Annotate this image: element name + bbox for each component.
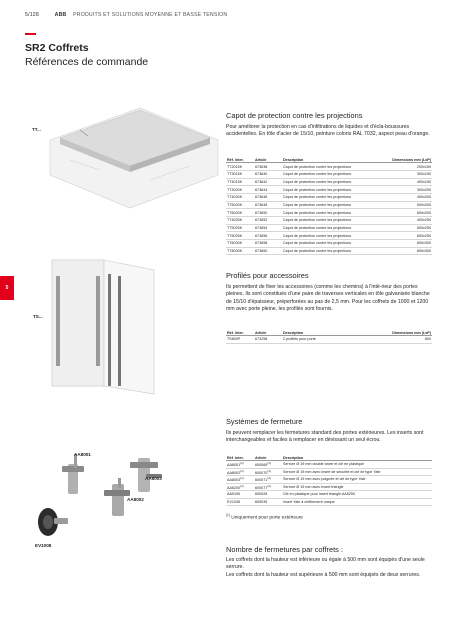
lock-count-line-2: Les coffrets dont la hauteur est supérieure à 500 mm sont équipés de deux serrures.: [226, 571, 421, 578]
table-cell: AA8002$^{(1)}$: [226, 468, 254, 476]
table-cell: 500x250: [382, 224, 432, 232]
table-row: [226, 163, 432, 171]
footnote-ref: (1): [240, 461, 244, 466]
column-header: Description: [282, 327, 382, 335]
table-cell: AA8001$^{(1)}$: [226, 461, 254, 469]
table-row: [226, 178, 432, 186]
table-cell: Capot de protection contre les projections: [282, 186, 382, 194]
column-header: Article: [254, 453, 282, 461]
table-cell: 300x150: [382, 170, 432, 178]
table-cell: TT4025K: [226, 217, 254, 225]
table-cell: TT2015K: [226, 163, 254, 171]
table-cell: TT5025K: [226, 224, 254, 232]
table-cell: 600x300: [382, 240, 432, 248]
table-cell: 600x200: [382, 209, 432, 217]
footnote-mark: (1): [226, 513, 230, 517]
table-capot: [226, 155, 432, 255]
table-cell: 600069$^{(1)}$: [254, 461, 282, 469]
table-cell: 600026: [254, 491, 282, 499]
table-cell: Capot de protection contre les projections: [282, 240, 382, 248]
lock-aa8001-image: [62, 454, 84, 494]
column-header: Description: [282, 155, 382, 163]
table-cell: 673652: [254, 217, 282, 225]
table-row: [226, 240, 432, 248]
header-title: PRODUITS ET SOLUTIONS MOYENNE ET BASSE TENSION: [73, 12, 228, 18]
section-title-locks: Systèmes de fermeture: [226, 417, 303, 426]
table-cell: 609039: [254, 498, 282, 506]
column-header: Réf. Inter.: [226, 155, 254, 163]
figure-label-ev1008: EV1008: [35, 543, 52, 548]
lock-aa8003-image: [130, 458, 162, 492]
table-cell: 673658: [254, 240, 282, 248]
table-row: [226, 232, 432, 240]
table-profiles: [226, 327, 432, 344]
table-cell: Capot de protection contre les projections: [282, 247, 382, 255]
table-cell: TT8030K: [226, 247, 254, 255]
table-cell: 600x250: [382, 232, 432, 240]
footnote-text: Uniquement pour porte extérieure: [231, 515, 303, 521]
table-row: [226, 335, 432, 343]
table-cell: 400x200: [382, 193, 432, 201]
section-title-profiles: Profilés pour accessoires: [226, 271, 309, 280]
table-header-row: [226, 155, 432, 163]
table-cell: TT3015K: [226, 170, 254, 178]
table-cell: 673642: [254, 178, 282, 186]
table-row: [226, 170, 432, 178]
section-title-capot: Capot de protection contre les projections: [226, 111, 363, 120]
accessory-profiles-figure: [48, 256, 158, 396]
page-number: 5/128: [25, 12, 39, 18]
footnote: [226, 513, 303, 521]
column-header: Article: [254, 327, 282, 335]
table-cell: 673654: [254, 224, 282, 232]
column-header: Réf. Inter.: [226, 453, 254, 461]
table-cell: Capot de protection contre les projections: [282, 163, 382, 171]
table-cell: AA8200$^{(1)}$: [226, 483, 254, 491]
table-cell: Serrure Ø 19 mm avec insert triangle: [282, 483, 432, 491]
table-cell: Capot de protection contre les projections: [282, 201, 382, 209]
table-cell: 673660: [254, 247, 282, 255]
column-header: Description: [282, 453, 432, 461]
table-cell: 600071$^{(1)}$: [254, 476, 282, 484]
figure-label-ts: TS...: [33, 314, 43, 319]
footnote-ref: (1): [267, 476, 271, 481]
footnote-ref: (1): [267, 461, 271, 466]
table-cell: 673650: [254, 209, 282, 217]
footnote-ref: (1): [240, 476, 244, 481]
section-body-lock-count: [226, 557, 432, 579]
table-cell: Capot de protection contre les projections: [282, 170, 382, 178]
column-header: Article: [254, 155, 282, 163]
table-cell: 400x150: [382, 178, 432, 186]
table-row: [226, 247, 432, 255]
table-cell: Serrure Ø 19 mm double barre et clé en plastique: [282, 461, 432, 469]
page-header: [25, 12, 227, 18]
table-row: [226, 483, 432, 491]
table-cell: TT6025K: [226, 232, 254, 240]
page-subtitle: Références de commande: [25, 56, 149, 68]
table-cell: AA5190: [226, 491, 254, 499]
table-cell: AA8003$^{(1)}$: [226, 476, 254, 484]
table-header-row: [226, 327, 432, 335]
table-cell: Serrure Ø 19 mm avec poignée et clé de type Yale: [282, 476, 432, 484]
protection-cover-figure: [40, 100, 220, 210]
footnote-ref: (1): [240, 468, 244, 473]
table-row: [226, 476, 432, 484]
table-cell: Clé en plastique pour insert triangle AA5200: [282, 491, 432, 499]
table-cell: TT6020K: [226, 209, 254, 217]
column-header: Dimensions mm (LxP): [382, 327, 432, 335]
table-locks: [226, 453, 432, 506]
section-body-locks: Ils peuvent remplacer les fermetures standard des portes extérieures. Les inserts sont interchangeables et faciles à remplacer en dévissant un seul écrou.: [226, 430, 424, 444]
section-body-profiles: Ils permettent de fixer les accessoires (comme les chemins) à l'inté-rieur des portes pleines. Ils sont constitués d'une paire de traverses verticales en tôle galvanisée blanche de 15/10 d'épaisseur, préperforées au pas de 2,5 mm. Pour les coffrets de 1000 et 1200 mm avec porte pleine, les profilés sont fournis.: [226, 284, 430, 313]
chapter-tab: 5: [0, 276, 14, 300]
section-title-lock-count: Nombre de fermetures par coffrets :: [226, 545, 343, 554]
table-cell: 673646: [254, 193, 282, 201]
table-cell: Capot de protection contre les projections: [282, 178, 382, 186]
table-cell: 800x300: [382, 247, 432, 255]
table-cell: Capot de protection contre les projections: [282, 232, 382, 240]
table-row: [226, 201, 432, 209]
table-cell: TT6030K: [226, 240, 254, 248]
table-header-row: [226, 453, 432, 461]
table-cell: 600077$^{(1)}$: [254, 483, 282, 491]
table-cell: TT4015K: [226, 178, 254, 186]
figure-label-aa8003: AA8003: [145, 476, 162, 481]
table-cell: TT3020K: [226, 186, 254, 194]
table-row: [226, 186, 432, 194]
table-row: [226, 209, 432, 217]
table-cell: 400x250: [382, 217, 432, 225]
column-header: Dimensions mm (LxP): [382, 155, 432, 163]
figure-label-aa8002: AA8002: [127, 497, 144, 502]
lock-count-line-1: Les coffrets dont la hauteur est inférieure ou égale à 500 mm sont équipés d'une seule serrure.: [226, 557, 425, 571]
section-body-capot: Pour améliorer la protection en cas d'infiltrations de liquides et d'écla-boussures accidentelles. En tôle d'acier de 15/10, peinture coloris RAL 7032, aspect peau d'orange.: [226, 124, 430, 138]
table-cell: 600070$^{(1)}$: [254, 468, 282, 476]
table-row: [226, 224, 432, 232]
table-cell: Capot de protection contre les projections: [282, 224, 382, 232]
figure-label-aa8001: AA8001: [74, 452, 91, 457]
brand-logo: ABB: [54, 12, 67, 18]
table-row: [226, 461, 432, 469]
page-title: SR2 Coffrets: [25, 42, 89, 54]
table-cell: TT4020K: [226, 193, 254, 201]
table-cell: 500x200: [382, 201, 432, 209]
table-row: [226, 491, 432, 499]
table-cell: 673640: [254, 170, 282, 178]
table-row: [226, 217, 432, 225]
table-cell: 673258: [254, 335, 282, 343]
table-cell: 200x150: [382, 163, 432, 171]
table-row: [226, 498, 432, 506]
column-header: Réf. Inter.: [226, 327, 254, 335]
table-cell: 673648: [254, 201, 282, 209]
footnote-ref: (1): [267, 483, 271, 488]
table-cell: Insert Yale à chiffrement unique: [282, 498, 432, 506]
table-cell: TT5020K: [226, 201, 254, 209]
footnote-ref: (1): [240, 483, 244, 488]
locking-systems-figure: [30, 444, 210, 544]
accent-bar: [25, 33, 36, 35]
table-row: [226, 468, 432, 476]
table-cell: 2 profilés pour porte: [282, 335, 382, 343]
table-cell: Capot de protection contre les projections: [282, 209, 382, 217]
figure-label-tt: TT...: [32, 127, 41, 132]
table-cell: TS800P: [226, 335, 254, 343]
table-row: [226, 193, 432, 201]
table-cell: 800: [382, 335, 432, 343]
table-cell: 673656: [254, 232, 282, 240]
table-cell: 673644: [254, 186, 282, 194]
table-cell: EV1036: [226, 498, 254, 506]
lock-ev1008-image: [38, 508, 68, 536]
table-cell: 673638: [254, 163, 282, 171]
table-cell: Serrure Ø 19 mm avec insert de sécurité et clé de type Yale: [282, 468, 432, 476]
table-cell: Capot de protection contre les projections: [282, 217, 382, 225]
table-cell: Capot de protection contre les projections: [282, 193, 382, 201]
footnote-ref: (1): [267, 468, 271, 473]
table-cell: 300x200: [382, 186, 432, 194]
